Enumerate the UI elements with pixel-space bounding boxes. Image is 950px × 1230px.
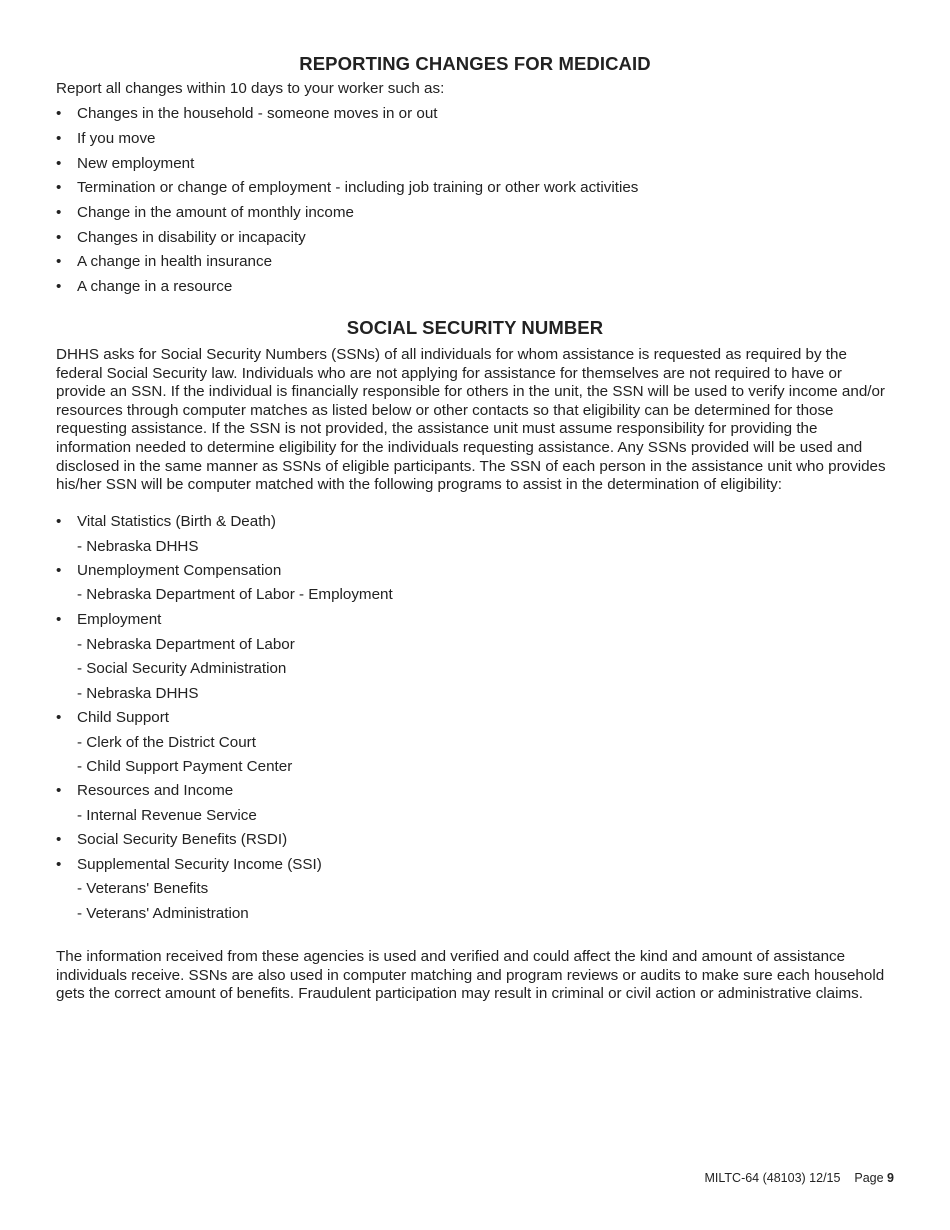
list-item: Child Support [77,709,170,726]
bullet-icon: • [56,204,62,221]
sub-list-item: - Nebraska Department of Labor [77,636,295,653]
sub-list-item: - Clerk of the District Court [77,734,256,751]
bullet-icon: • [56,278,62,295]
list-item: New employment [77,155,195,172]
page-number: 9 [887,1171,894,1185]
list-item: Change in the amount of monthly income [77,204,354,221]
sub-list-item: - Child Support Payment Center [77,758,293,775]
bullet-icon: • [56,856,62,873]
sub-list-item: - Nebraska DHHS [77,538,199,555]
sub-list-item: - Nebraska DHHS [77,685,199,702]
bullet-icon: • [56,105,62,122]
ssn-paragraph: DHHS asks for Social Security Numbers (SSNs) of all individuals for whom assistance is requested as required by the federal Social Security law. Individuals who are not applying for assistance for themselves are not required to have or provide an SSN. If the individual is financially responsible for others in the unit, the SSN will be used to verify income and/or resources through computer matches as listed below or other contacts so that eligibility can be determined for those requesting assistance. If the SSN is not provided, the assistance unit must assume responsibility for providing the information needed to determine eligibility for the individuals requesting assistance. Any SSNs provided will be used and disclosed in the same manner as SSNs of eligible participants. The SSN of each person in the assistance unit who provides his/her SSN will be computer matched with the following programs to assist in the determination of eligibility: [56,346,886,494]
list-item: A change in a resource [77,278,233,295]
list-item: Changes in disability or incapacity [77,229,306,246]
list-item: Social Security Benefits (RSDI) [77,831,288,848]
list-item: Changes in the household - someone moves in or out [77,105,438,122]
list-item: Termination or change of employment - including job training or other work activities [77,179,639,196]
closing-paragraph: The information received from these agencies is used and verified and could affect the kind and amount of assistance individuals receive. SSNs are also used in computer matching and program reviews or audits to make sure each household gets the correct amount of benefits. Fraudulent participation may result in criminal or civil action or administrative claims. [56,948,885,1003]
list-item: If you move [77,130,156,147]
bullet-icon: • [56,611,62,628]
sub-list-item: - Internal Revenue Service [77,807,257,824]
bullet-icon: • [56,709,62,726]
bullet-icon: • [56,513,62,530]
list-item: Unemployment Compensation [77,562,282,579]
bullet-icon: • [56,179,62,196]
bullet-icon: • [56,831,62,848]
list-item: A change in health insurance [77,253,273,270]
bullet-icon: • [56,130,62,147]
list-item: Supplemental Security Income (SSI) [77,856,322,873]
sub-list-item: - Nebraska Department of Labor - Employment [77,586,393,603]
bullet-icon: • [56,782,62,799]
section-title-reporting-changes: REPORTING CHANGES FOR MEDICAID [299,53,651,74]
form-id: MILTC-64 (48103) 12/15 [704,1171,841,1185]
page-label: Page [854,1171,884,1185]
sub-list-item: - Veterans' Administration [77,905,249,922]
sub-list-item: - Veterans' Benefits [77,880,209,897]
list-item: Employment [77,611,162,628]
list-item: Resources and Income [77,782,234,799]
bullet-icon: • [56,155,62,172]
bullet-icon: • [56,253,62,270]
sub-list-item: - Social Security Administration [77,660,287,677]
page-footer [705,1171,895,1185]
bullet-icon: • [56,229,62,246]
section-title-ssn: SOCIAL SECURITY NUMBER [346,317,604,338]
list-item: Vital Statistics (Birth & Death) [77,513,276,530]
reporting-intro: Report all changes within 10 days to your worker such as: [56,80,445,97]
bullet-icon: • [56,562,62,579]
